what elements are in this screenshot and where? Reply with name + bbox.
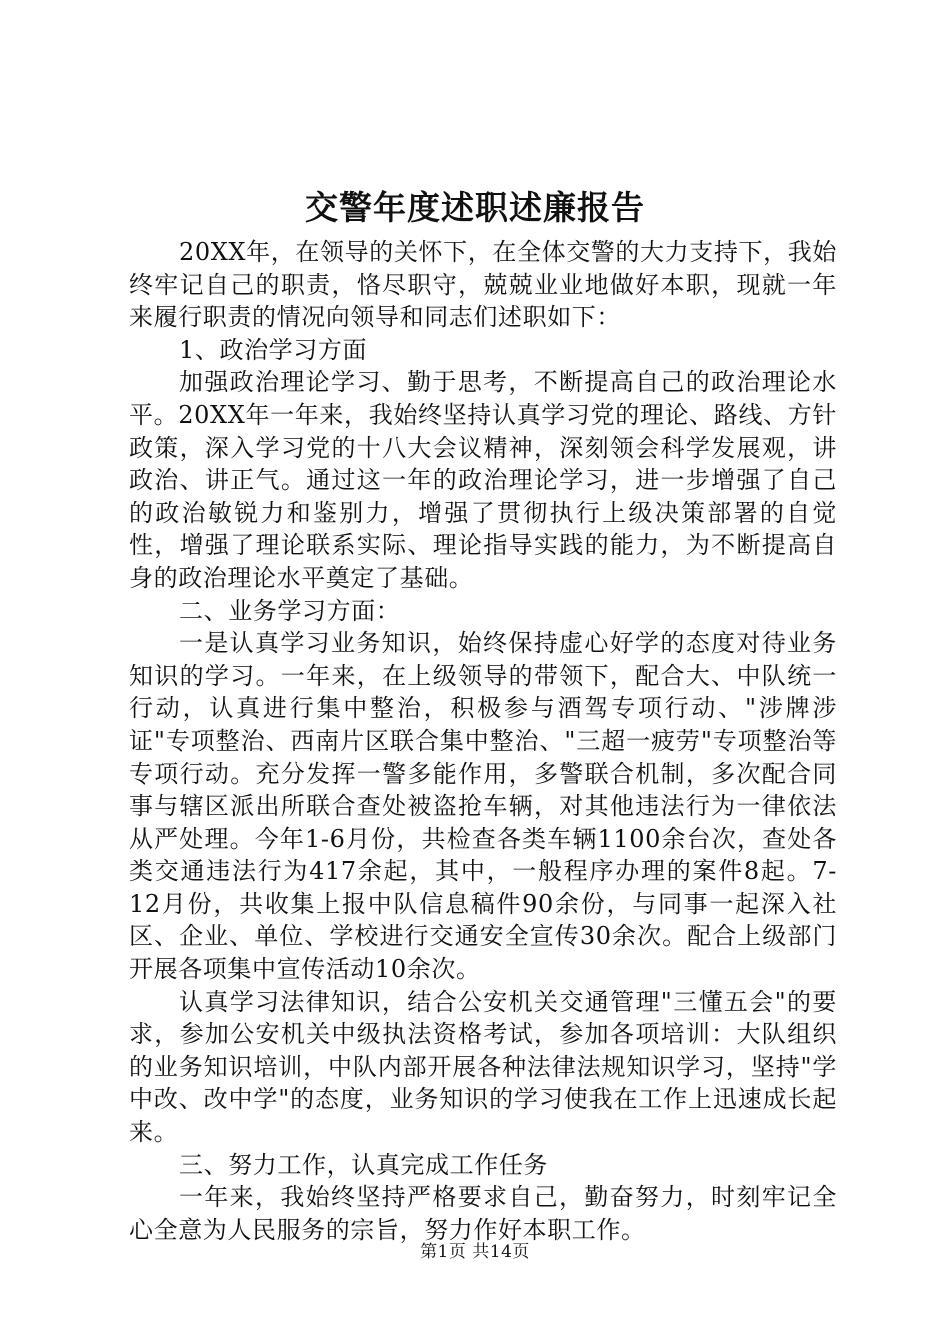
- paragraph-political-study: 加强政治理论学习、勤于思考，不断提高自己的政治理论水平。20XX年一年来，我始终坚持认真学习党的理论、路线、方针政策，深入学习党的十八大会议精神，深刻领会科学发展观，讲政治、讲正气。通过这一年的政治理论学习，进一步增强了自己的政治敏锐力和鉴别力，增强了贯彻执行上级决策部署的自觉性，增强了理论联系实际、理论指导实践的能力，为不断提高自身的政治理论水平奠定了基础。: [129, 368, 837, 592]
- paragraph-business-knowledge: 一是认真学习业务知识，始终保持虚心好学的态度对待业务知识的学习。一年来，在上级领导的带领下，配合大、中队统一行动，认真进行集中整治，积极参与酒驾专项行动、"涉牌涉证"专项整治、西南片区联合集中整治、"三超一疲劳"专项整治等专项行动。充分发挥一警多能作用，多警联合机制，多次配合同事与辖区派出所联合查处被盗抢车辆，对其他违法行为一律依法从严处理。今年1-6月份，共检查各类车辆1100余台次，查处各类交通违法行为417余起，其中，一般程序办理的案件8起。7-12月份，共收集上报中队信息稿件90余份，与同事一起深入社区、企业、单位、学校进行交通安全宣传30余次。配合上级部门开展各项集中宣传活动10余次。: [129, 629, 837, 984]
- section-heading-business-study: 二、业务学习方面：: [179, 596, 401, 625]
- page-number: 第1页 共14页: [420, 1242, 530, 1262]
- section-heading-political-study: 1、政治学习方面: [179, 335, 368, 364]
- document-body: [129, 236, 837, 1246]
- section-heading-work-tasks: 三、努力工作，认真完成工作任务: [179, 1150, 548, 1179]
- paragraph-legal-knowledge: 认真学习法律知识，结合公安机关交通管理"三懂五会"的要求，参加公安机关中级执法资格考试，参加各项培训：大队组织的业务知识培训，中队内部开展各种法律法规知识学习，坚持"学中改、改中学"的态度，业务知识的学习使我在工作上迅速成长起来。: [129, 987, 837, 1147]
- document-title: 交警年度述职述廉报告: [305, 188, 645, 227]
- paragraph-intro: 20XX年，在领导的关怀下，在全体交警的大力支持下，我始终牢记自己的职责，恪尽职守，兢兢业业地做好本职，现就一年来履行职责的情况向领导和同志们述职如下：: [129, 238, 837, 332]
- paragraph-work-tasks: 一年来，我始终坚持严格要求自己，勤奋努力，时刻牢记全心全意为人民服务的宗旨，努力作好本职工作。: [129, 1183, 837, 1244]
